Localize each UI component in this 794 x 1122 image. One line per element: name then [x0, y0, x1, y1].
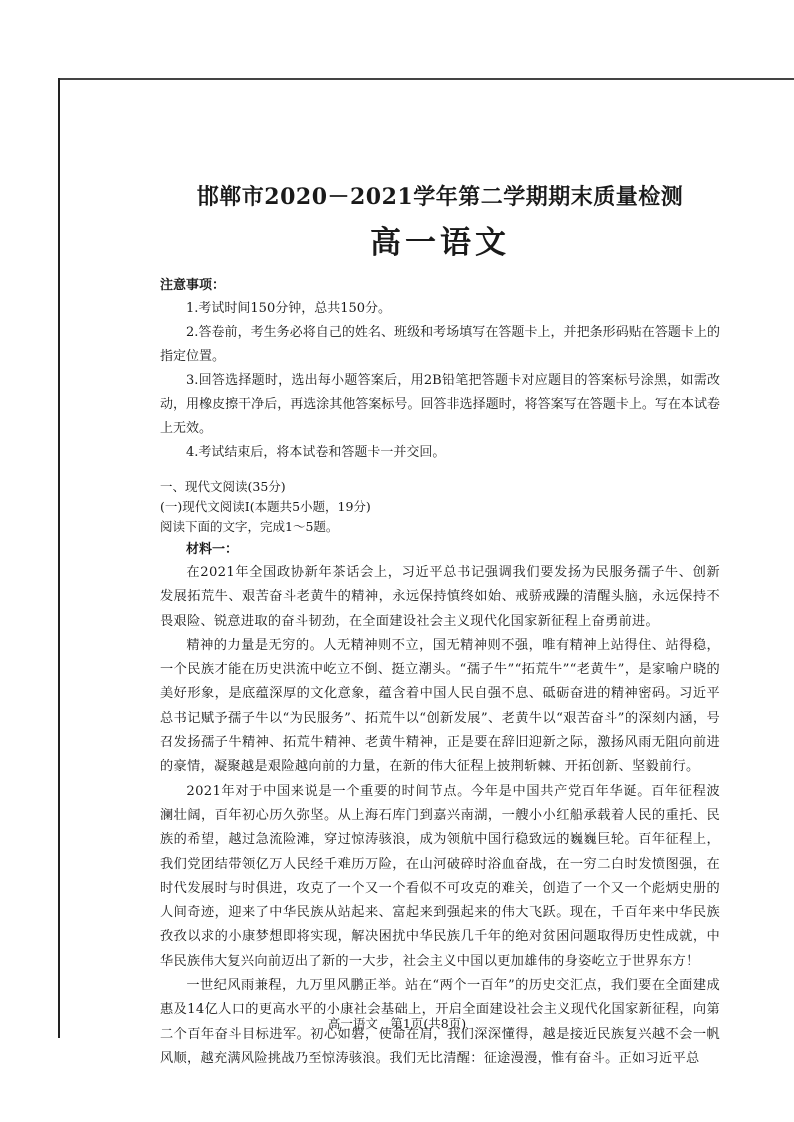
material-label: 材料一： [186, 542, 239, 557]
body-paragraph: 一世纪风雨兼程，九万里风鹏正举。站在“两个一百年”的历史交汇点，我们要在全面建成惠及14亿人口的更高水平的小康社会基础上，开启全面建设社会主义现代化国家新征程，向第二个百年奋斗目标进军。初心如磐，使命在肩，我们深深懂得，越是接近民族复兴越不会一帆风顺，越充满风险挑战乃至惊涛骇浪。我们无比清醒：征途漫漫，惟有奋斗。正如习近平总 [160, 978, 720, 1066]
exam-subject: 高一语文 [370, 225, 510, 261]
reading-section [160, 477, 720, 1071]
body-paragraph: 精神的力量是无穷的。人无精神则不立，国无精神则不强，唯有精神上站得住、站得稳，一个民族才能在历史洪流中屹立不倒、挺立潮头。“孺子牛”“拓荒牛”“老黄牛”，是家喻户晓的美好形象，是底蕴深厚的文化意象，蕴含着中国人民自强不息、砥砺奋进的精神密码。习近平总书记赋予孺子牛以“为民服务”、拓荒牛以“创新发展”、老黄牛以“艰苦奋斗”的深刻内涵，号召发扬孺子牛精神、拓荒牛精神、老黄牛精神，正是要在辞旧迎新之际，激扬风雨无阻向前进的豪情，凝聚越是艰险越向前的力量，在新的伟大征程上披荆斩棘、开拓创新、坚毅前行。 [160, 637, 720, 775]
notice-item: 3.回答选择题时，选出每小题答案后，用2B铅笔把答题卡对应题目的答案标号涂黑，如需改动，用橡皮擦干净后，再选涂其他答案标号。回答非选择题时，将答案写在答题卡上。写在本试卷上无效。 [160, 373, 720, 436]
section-heading: 一、现代文阅读(35分) [160, 479, 286, 494]
exam-title: 邯郸市2020－2021学年第二学期期末质量检测 [196, 184, 684, 210]
page-footer: 高一语文 第1页(共8页) [327, 1016, 467, 1031]
section-subheading: (一)现代文阅读Ⅰ(本题共5小题，19分) [160, 499, 371, 514]
notice-item: 4.考试结束后，将本试卷和答题卡一并交回。 [186, 445, 446, 460]
section-instruction: 阅读下面的文字，完成1～5题。 [160, 519, 339, 534]
notice-item: 2.答卷前，考生务必将自己的姓名、班级和考场填写在答题卡上，并把条形码贴在答题卡上的指定位置。 [160, 325, 720, 364]
body-paragraph: 2021年对于中国来说是一个重要的时间节点。今年是中国共产党百年华诞。百年征程波澜壮阔，百年初心历久弥坚。从上海石库门到嘉兴南湖，一艘小小红船承载着人民的重托、民族的希望，越过急流险滩，穿过惊涛骇浪，成为领航中国行稳致远的巍巍巨轮。百年征程上，我们党团结带领亿万人民经千难历万险，在山河破碎时浴血奋战，在一穷二白时发愤图强，在时代发展时与时俱进，攻克了一个又一个看似不可攻克的难关，创造了一个又一个彪炳史册的人间奇迹，迎来了中华民族从站起来、富起来到强起来的伟大飞跃。现在，千百年来中华民族孜孜以求的小康梦想即将实现，解决困扰中华民族几千年的绝对贫困问题取得历史性成就，中华民族伟大复兴向前迈出了新的一大步，社会主义中国以更加雄伟的身姿屹立于世界东方！ [160, 783, 720, 969]
exam-page [160, 180, 720, 1071]
body-paragraph: 在2021年全国政协新年茶话会上，习近平总书记强调我们要发扬为民服务孺子牛、创新发展拓荒牛、艰苦奋斗老黄牛的精神，永远保持慎终如始、戒骄戒躁的清醒头脑，永远保持不畏艰险、锐意进取的奋斗韧劲，在全面建设社会主义现代化国家新征程上奋勇前进。 [160, 565, 720, 629]
scan-edge-top [58, 78, 794, 80]
notice-item: 1.考试时间150分钟，总共150分。 [186, 301, 392, 316]
scan-edge-left [58, 78, 60, 1038]
notice-heading: 注意事项： [160, 278, 226, 293]
notice-block [160, 274, 720, 465]
